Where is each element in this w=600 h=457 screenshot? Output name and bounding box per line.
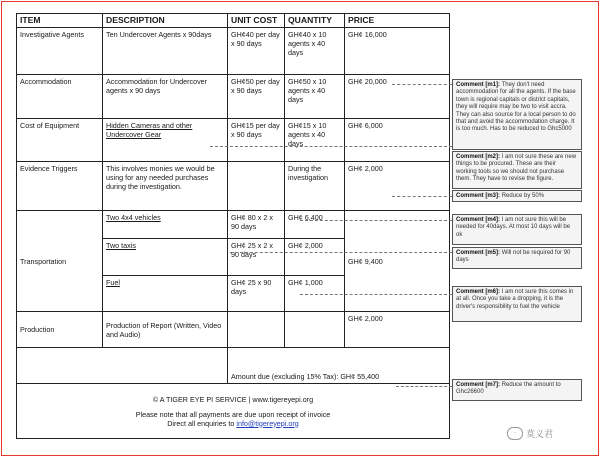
footer-company: © A TIGER EYE PI SERVICE | www.tigereyepi.org	[152, 394, 314, 404]
watermark	[507, 427, 553, 440]
comment-text: I am not sure this will be needed for 40days. At most 10 days will be ok	[456, 217, 571, 238]
comment-tag: Comment [m7]:	[456, 382, 501, 388]
cell-description: Ten Undercover Agents x 90days	[103, 28, 228, 75]
comment-m5[interactable]	[452, 247, 582, 269]
comment-tag: Comment [m6]:	[456, 289, 501, 295]
cell-description: Production of Report (Written, Video and Audio)	[103, 312, 228, 348]
comment-tag: Comment [m1]:	[456, 82, 501, 88]
cell-price: GH¢ 6,000	[345, 119, 450, 162]
watermark-text: 莫义君	[526, 429, 554, 439]
cell-unit-cost: GH¢15 per day x 90 days	[228, 119, 285, 162]
cell-description: This involves monies we would be using for any needed purchases during the investigation.	[103, 162, 228, 211]
comment-leader-line	[300, 294, 452, 295]
comment-tag: Comment [m4]:	[456, 217, 501, 223]
wechat-icon: ∙∙	[507, 427, 523, 440]
header-item: ITEM	[17, 14, 103, 28]
cell-unit-cost: GH¢ 25 x 90 days	[228, 276, 285, 312]
cell-item: Cost of Equipment	[17, 119, 103, 162]
comment-text: I am not sure this comes in at all. Once you take a dropping, it is the driver's responsibility to fuel the vehicle	[456, 289, 574, 310]
cell-price: GH¢ 20,000	[345, 75, 450, 119]
cell-price: GH¢ 9,400	[345, 211, 450, 312]
footer-enquiries: Direct all enquiries to info@tigereyepi.org	[167, 418, 299, 428]
cell-quantity: GH¢15 x 10 agents x 40 days	[285, 119, 345, 162]
table-row-investigative	[17, 28, 450, 75]
cell-quantity: GH¢ 1,000	[285, 276, 345, 312]
cell-unit-cost	[228, 162, 285, 211]
comment-m7[interactable]	[452, 379, 582, 401]
table-row-total	[17, 348, 450, 384]
cell-description: Hidden Cameras and other Undercover Gear	[103, 119, 228, 162]
comment-m2[interactable]	[452, 151, 582, 189]
footer-payment-note: Please note that all payments are due upon receipt of invoice	[135, 409, 331, 419]
cell-total-spacer	[17, 348, 228, 384]
table-row-accommodation	[17, 75, 450, 119]
cell-description: Fuel	[103, 276, 228, 312]
table-row-evidence	[17, 162, 450, 211]
header-description: DESCRIPTION	[103, 14, 228, 28]
cell-quantity: During the investigation	[285, 162, 345, 211]
table-row-equipment	[17, 119, 450, 162]
table-footer-row	[17, 384, 450, 439]
website-link[interactable]: www.tigereyepi.org	[252, 394, 314, 404]
header-price: PRICE	[345, 14, 450, 28]
comment-m3[interactable]	[452, 190, 582, 202]
cell-item: Production	[17, 312, 103, 348]
comment-leader-line	[300, 220, 452, 221]
comment-m6[interactable]	[452, 286, 582, 322]
comment-leader-line	[392, 84, 452, 85]
comment-text: Reduce the amount to Ghc26600	[456, 382, 561, 396]
cell-item: Accommodation	[17, 75, 103, 119]
table-row-production	[17, 312, 450, 348]
cell-quantity: GH¢40 x 10 agents x 40 days	[285, 28, 345, 75]
header-quantity: QUANTITY	[285, 14, 345, 28]
cell-quantity	[285, 312, 345, 348]
total-value: GH¢ 55,400	[340, 372, 380, 381]
comment-leader-line	[210, 146, 452, 147]
total-cell	[228, 348, 450, 384]
cell-quantity: GH¢50 x 10 agents x 40 days	[285, 75, 345, 119]
cell-item: Evidence Triggers	[17, 162, 103, 211]
cell-quantity: GH¢ 6,400	[285, 211, 345, 239]
cell-quantity: GH¢ 2,000	[285, 239, 345, 276]
email-link[interactable]: info@tigereyepi.org	[236, 418, 299, 428]
comment-leader-line	[396, 386, 452, 387]
comment-text: Reduce by 50%	[501, 193, 545, 199]
comment-text: I am not sure these are new things to be procured. These are their working tools so we should not purchase them. They have to revise the figure.	[456, 154, 577, 183]
comment-m4[interactable]	[452, 214, 582, 245]
table-row-transport-vehicles	[17, 211, 450, 239]
comment-m1[interactable]	[452, 79, 582, 150]
footer-cell	[17, 384, 450, 439]
comment-leader-line	[392, 196, 452, 197]
invoice-table	[16, 13, 450, 439]
cell-unit-cost: GH¢ 80 x 2 x 90 days	[228, 211, 285, 239]
cell-price: GH¢ 16,000	[345, 28, 450, 75]
cell-price: GH¢ 2,000	[345, 162, 450, 211]
table-header-row	[17, 14, 450, 28]
cell-unit-cost: GH¢50 per day x 90 days	[228, 75, 285, 119]
total-label: Amount due (excluding 15% Tax):	[231, 372, 339, 381]
cell-price: GH¢ 2,000	[345, 312, 450, 348]
header-unit-cost: UNIT COST	[228, 14, 285, 28]
cell-unit-cost: GH¢ 25 x 2 x 90 days	[228, 239, 285, 276]
cell-item: Investigative Agents	[17, 28, 103, 75]
comment-text: They don't need accommodation for all the agents. If the base town is regional capitals or district capitals, they will require may be two to visit accra. They can also source for a local person to do that and avoid the accommodation charge. It is too much. Has to be reduced to Ghc5000	[456, 82, 576, 133]
cell-description: Two 4x4 vehicles	[103, 211, 228, 239]
cell-item: Transportation	[17, 211, 103, 312]
cell-unit-cost: GH¢40 per day x 90 days	[228, 28, 285, 75]
comment-tag: Comment [m3]:	[456, 193, 501, 199]
comment-tag: Comment [m2]:	[456, 154, 501, 160]
cell-unit-cost	[228, 312, 285, 348]
comment-text: Will not be required for 90 days	[456, 250, 571, 264]
cell-description: Accommodation for Undercover agents x 90 days	[103, 75, 228, 119]
cell-description: Two taxis	[103, 239, 228, 276]
comment-leader-line	[230, 252, 452, 253]
comment-tag: Comment [m5]:	[456, 250, 501, 256]
